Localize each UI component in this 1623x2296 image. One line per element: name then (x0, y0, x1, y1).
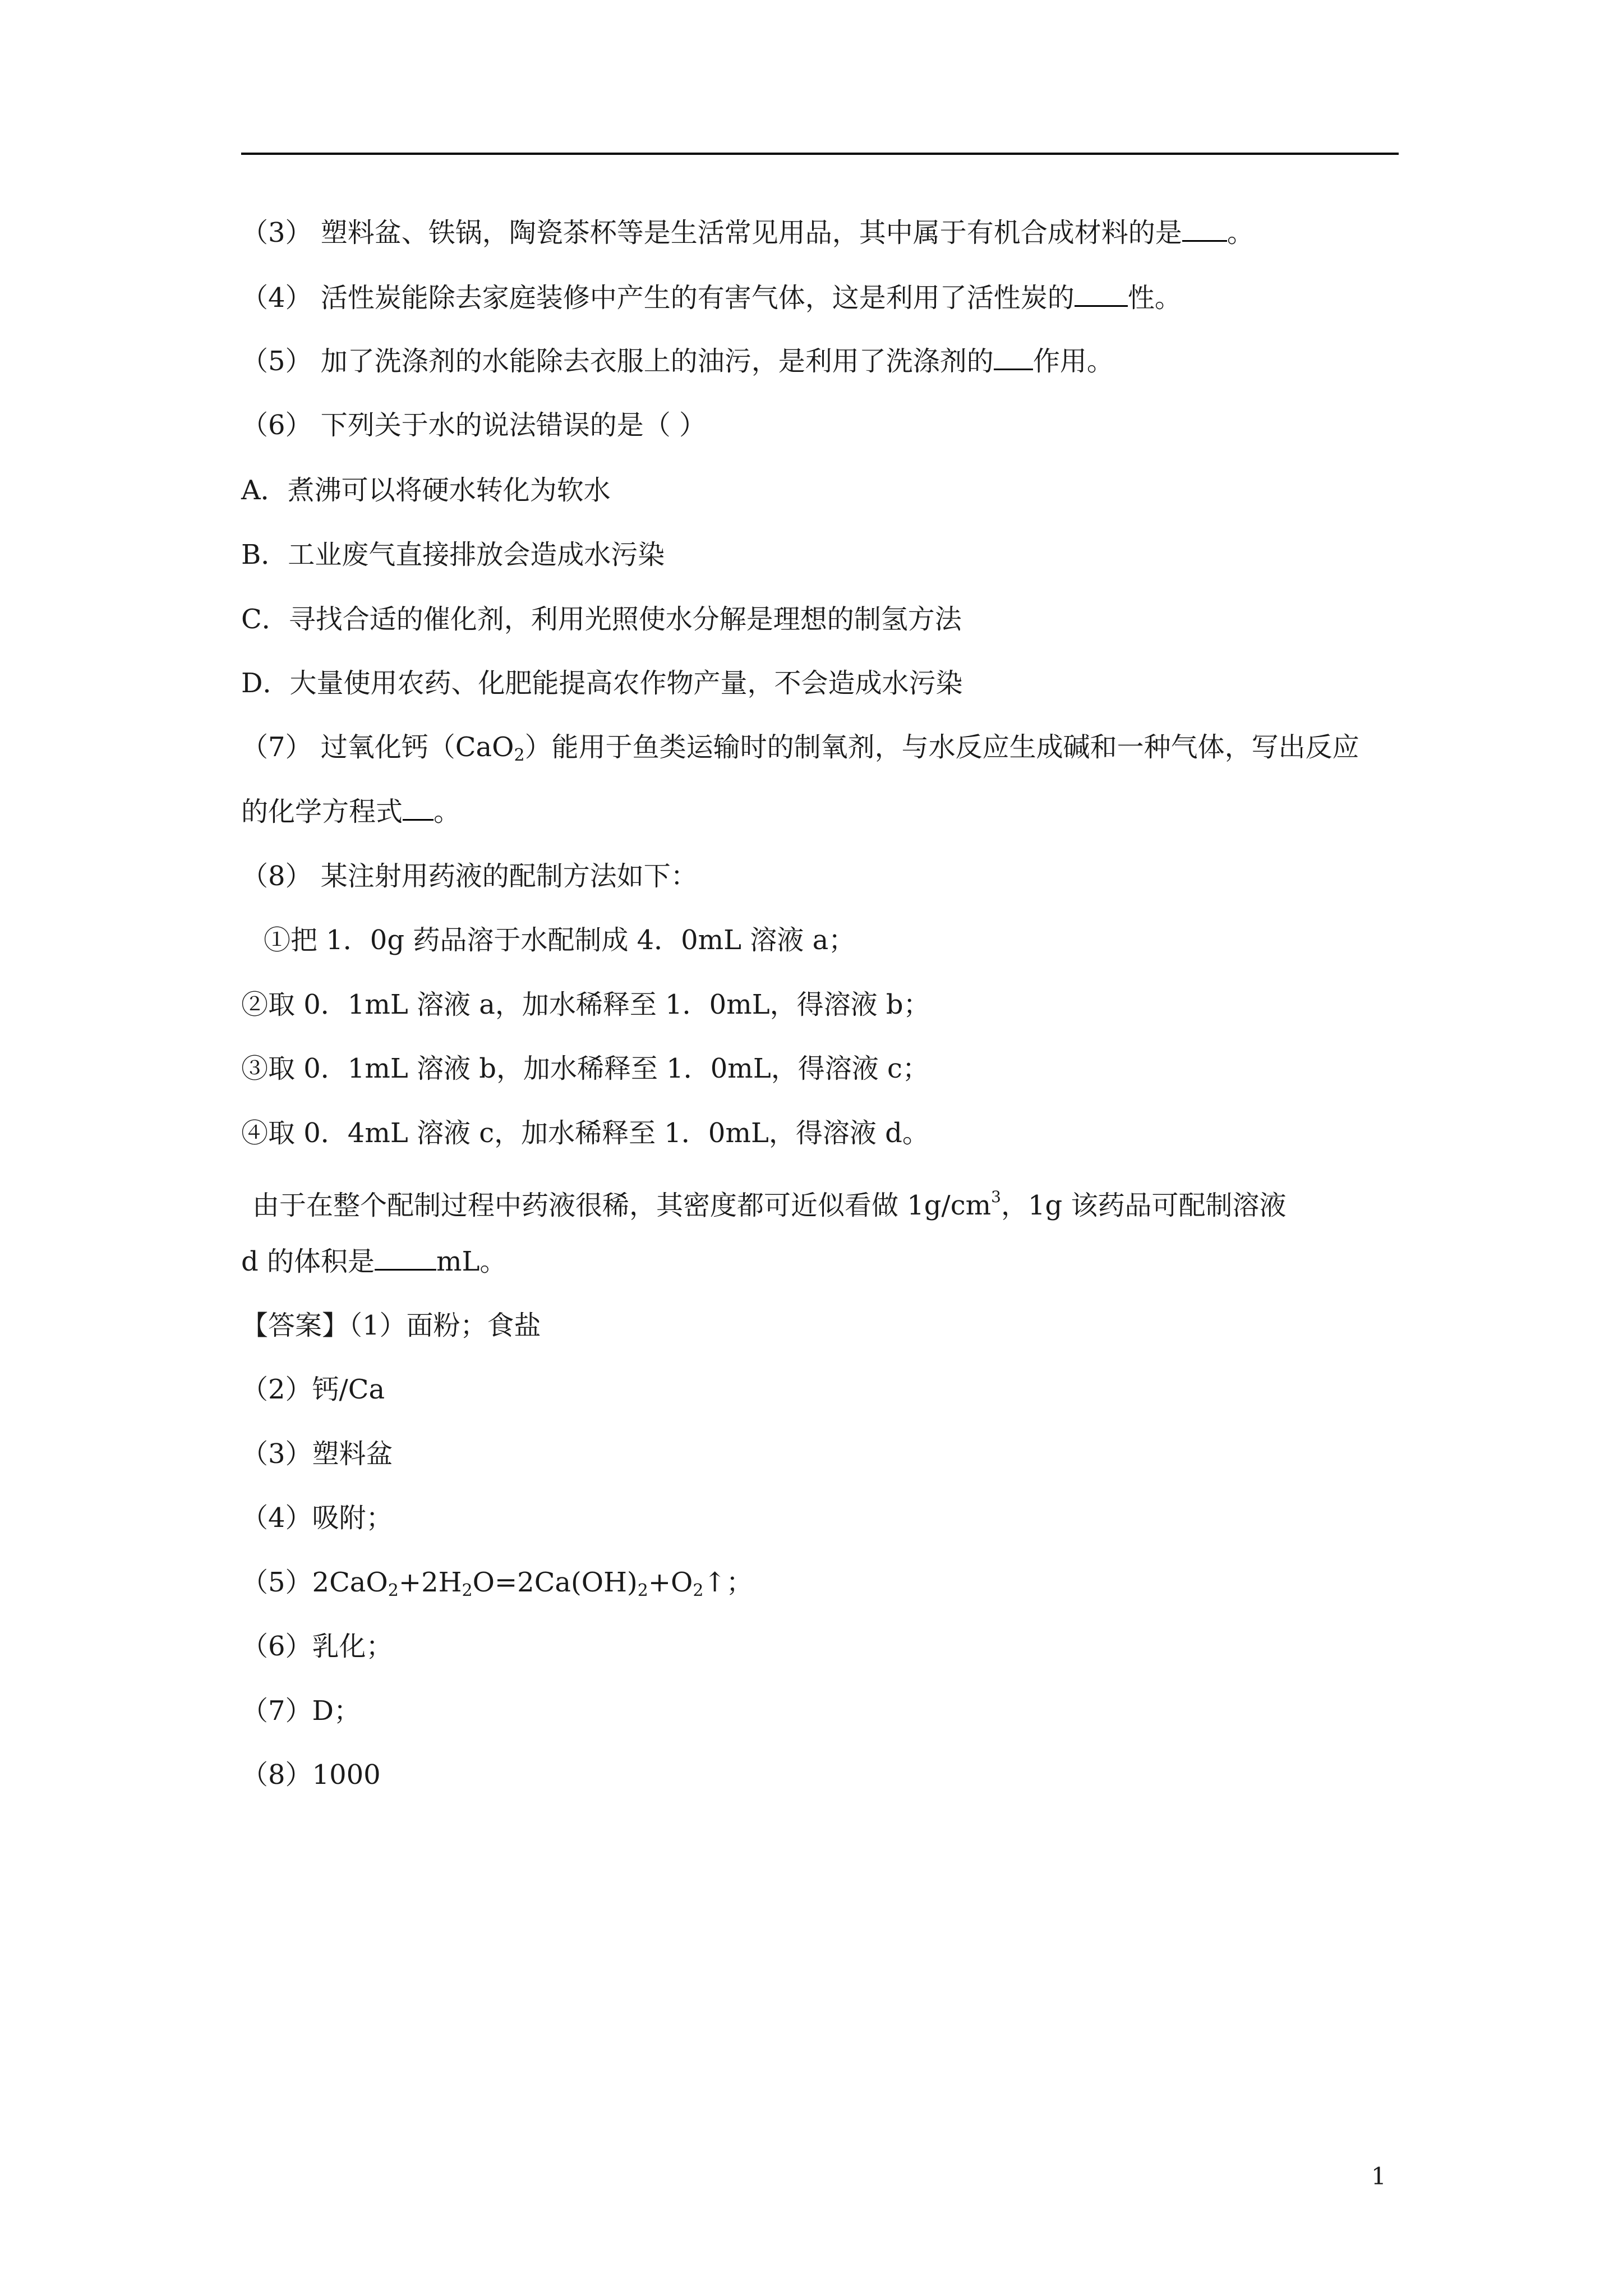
question-8-text: d 的体积是 (241, 1246, 375, 1277)
answer-4: （4）吸附； (241, 1502, 393, 1534)
answer-7: （7）D； (241, 1695, 361, 1727)
answer-blank (1075, 276, 1128, 307)
page-number: 1 (1371, 2162, 1386, 2190)
subscript: 2 (637, 1581, 648, 1600)
question-7-text-c: 的化学方程式 (241, 796, 403, 827)
answer-blank (1182, 211, 1227, 242)
option-a: A．煮沸可以将硬水转化为软水 (241, 475, 611, 506)
answer-6: （6）乳化； (241, 1631, 393, 1662)
subscript: 2 (388, 1581, 399, 1600)
header-rule (241, 153, 1399, 155)
question-7-suffix: 。 (434, 796, 461, 827)
question-7-line-2 (241, 789, 460, 834)
superscript: 3 (991, 1188, 1001, 1206)
question-7-line-1 (241, 725, 1359, 770)
answer-blank (994, 339, 1033, 370)
answer-blank (375, 1240, 436, 1271)
step-2: ②取 0．1mL 溶液 a，加水稀释至 1．0mL，得溶液 b； (241, 989, 930, 1020)
question-8-note (252, 1175, 1286, 1220)
question-5-text: （5） 加了洗涤剂的水能除去衣服上的油污，是利用了洗涤剂的 (241, 346, 994, 377)
question-7-text-b: ）能用于鱼类运输时的制氧剂，与水反应生成碱和一种气体，写出反应 (524, 731, 1359, 763)
equation-part: （5）2CaO (241, 1567, 388, 1598)
equation-part: +2H (398, 1567, 462, 1598)
equation-part: +O (648, 1567, 693, 1598)
step-3: ③取 0．1mL 溶液 b，加水稀释至 1．0mL，得溶液 c； (241, 1053, 929, 1084)
option-b: B．工业废气直接排放会造成水污染 (241, 539, 665, 570)
question-5-suffix: 作用。 (1032, 346, 1114, 377)
question-4-text: （4） 活性炭能除去家庭装修中产生的有害气体，这是利用了活性炭的 (241, 282, 1075, 314)
answer-heading: 【答案】（1）面粉；食盐 (241, 1310, 541, 1341)
question-3 (241, 210, 1254, 255)
subscript: 2 (693, 1581, 704, 1600)
question-4 (241, 275, 1182, 320)
question-8-suffix: mL。 (436, 1246, 507, 1277)
answer-blank (403, 790, 434, 821)
answer-2: （2）钙/Ca (241, 1374, 385, 1405)
answer-8: （8）1000 (241, 1759, 381, 1791)
option-c: C．寻找合适的催化剂，利用光照使水分解是理想的制氢方法 (241, 604, 962, 635)
question-8-note-text-b: ，1g 该药品可配制溶液 (1000, 1190, 1287, 1221)
step-1: ①把 1．0g 药品溶于水配制成 4．0mL 溶液 a； (264, 924, 856, 956)
question-5 (241, 339, 1114, 384)
subscript: 2 (462, 1581, 473, 1600)
question-4-suffix: 性。 (1127, 282, 1182, 314)
answer-3: （3）塑料盆 (241, 1438, 393, 1470)
question-8-line-2 (241, 1239, 506, 1284)
question-8-note-text-a: 由于在整个配制过程中药液很稀，其密度都可近似看做 1g/cm (252, 1190, 992, 1221)
equation-part: O=2Ca(OH) (472, 1567, 638, 1598)
equation-part: ↑； (703, 1567, 753, 1598)
answer-5 (241, 1560, 753, 1605)
subscript: 2 (514, 746, 525, 765)
step-4: ④取 0．4mL 溶液 c，加水稀释至 1．0mL，得溶液 d。 (241, 1117, 929, 1149)
question-8-stem: （8） 某注射用药液的配制方法如下： (241, 861, 698, 892)
question-6-stem: （6） 下列关于水的说法错误的是（ ） (241, 409, 707, 441)
question-3-text: （3） 塑料盆、铁锅，陶瓷茶杯等是生活常见用品，其中属于有机合成材料的是 (241, 217, 1182, 249)
question-7-text-a: （7） 过氧化钙（CaO (241, 731, 514, 763)
option-d: D．大量使用农药、化肥能提高农作物产量，不会造成水污染 (241, 668, 963, 699)
question-3-suffix: 。 (1227, 217, 1254, 249)
